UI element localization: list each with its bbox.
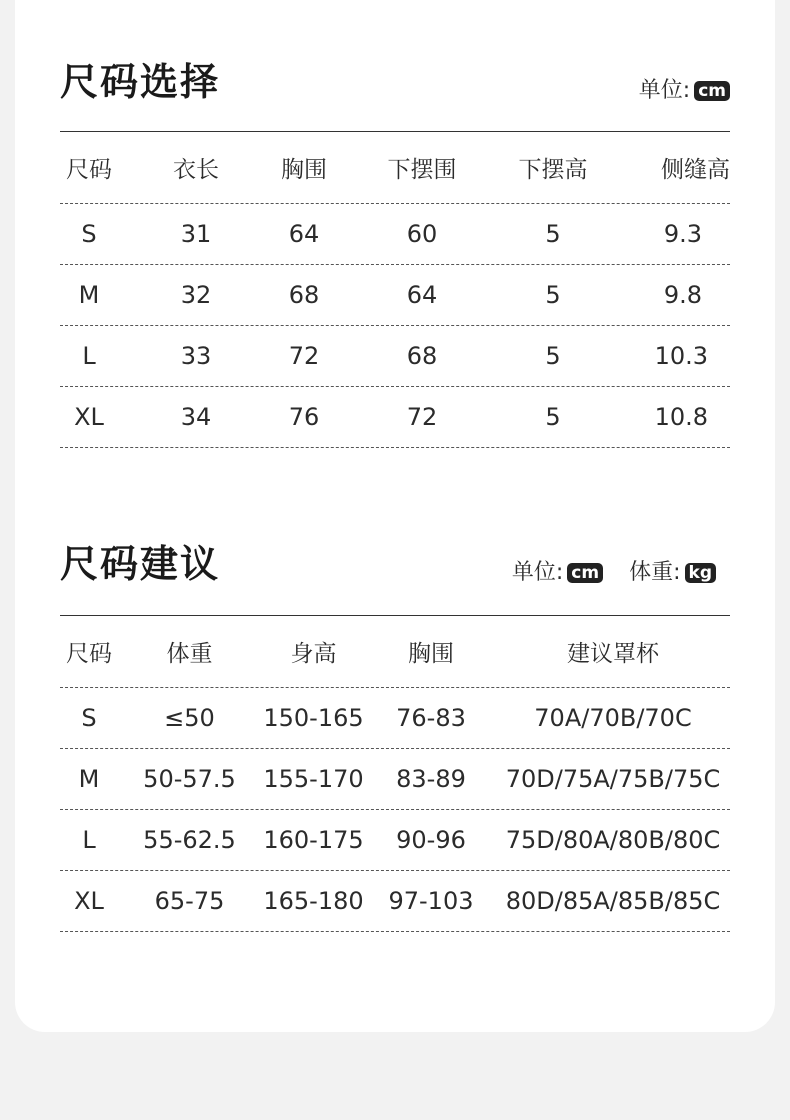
- table-cell: 5: [545, 220, 561, 248]
- header-cell: 胸围: [281, 157, 327, 183]
- header-cell: 下摆围: [387, 157, 457, 183]
- table-cell: 34: [180, 403, 212, 431]
- header-cell: 建议罩杯: [567, 641, 659, 667]
- table-cell: 70A/70B/70C: [534, 704, 692, 732]
- header-cell: 衣长: [173, 157, 219, 183]
- size-suggestion-title: 尺码建议: [60, 542, 221, 586]
- table-row: [60, 204, 730, 265]
- table-cell: ≤50: [164, 704, 215, 732]
- table-cell: 50-57.5: [143, 765, 236, 793]
- table-cell: S: [81, 704, 97, 732]
- header-cell: 胸围: [408, 641, 454, 667]
- table-cell: 150-165: [263, 704, 364, 732]
- table-row: [60, 688, 730, 749]
- unit-label: 单位:: [511, 560, 564, 585]
- header-cell: 侧缝高: [661, 157, 730, 183]
- table-cell: 5: [545, 403, 561, 431]
- header-cell: 身高: [290, 641, 337, 667]
- table-cell: M: [78, 281, 100, 309]
- table-row: [60, 810, 730, 871]
- table-cell: 68: [406, 342, 438, 370]
- table-cell: 10.3: [654, 342, 708, 370]
- table-cell: M: [78, 765, 100, 793]
- size-suggestion-table: [60, 615, 730, 932]
- table-cell: XL: [74, 403, 104, 431]
- table-cell: L: [82, 826, 96, 854]
- header-cell: 体重: [166, 641, 213, 667]
- size-selection-unit: [639, 76, 730, 106]
- table-row: [60, 326, 730, 387]
- table-cell: 70D/75A/75B/75C: [505, 765, 721, 793]
- table-cell: 97-103: [388, 887, 474, 915]
- table-cell: 55-62.5: [143, 826, 236, 854]
- table-header-row: [60, 616, 730, 688]
- table-cell: 9.3: [663, 220, 702, 248]
- table-cell: 76: [288, 403, 320, 431]
- unit-badge-kg: kg: [685, 563, 716, 583]
- table-cell: 72: [406, 403, 438, 431]
- table-cell: 64: [406, 281, 438, 309]
- table-cell: 33: [180, 342, 212, 370]
- table-cell: L: [82, 342, 96, 370]
- table-cell: 72: [288, 342, 320, 370]
- table-cell: S: [81, 220, 97, 248]
- table-cell: 64: [288, 220, 320, 248]
- table-cell: 32: [180, 281, 212, 309]
- table-cell: 80D/85A/85B/85C: [505, 887, 721, 915]
- table-cell: 10.8: [654, 403, 708, 431]
- table-cell: 160-175: [263, 826, 364, 854]
- header-cell: 尺码: [66, 157, 112, 183]
- table-cell: 31: [180, 220, 212, 248]
- table-row: [60, 387, 730, 448]
- unit-badge-cm: cm: [567, 563, 603, 583]
- table-row: [60, 871, 730, 932]
- table-cell: 5: [545, 342, 561, 370]
- table-cell: 68: [288, 281, 320, 309]
- table-cell: 75D/80A/80B/80C: [505, 826, 721, 854]
- size-suggestion-unit: [512, 558, 730, 588]
- table-cell: 83-89: [396, 765, 466, 793]
- table-cell: 155-170: [263, 765, 364, 793]
- unit-badge-cm: cm: [694, 81, 730, 101]
- size-selection-table: [60, 131, 730, 448]
- table-header-row: [60, 132, 730, 204]
- weight-label: 体重:: [629, 560, 681, 585]
- table-cell: 65-75: [154, 887, 225, 915]
- header-cell: 下摆高: [518, 157, 588, 183]
- unit-label: 单位:: [638, 78, 691, 103]
- table-cell: 90-96: [396, 826, 466, 854]
- table-cell: 165-180: [263, 887, 364, 915]
- size-selection-title: 尺码选择: [60, 60, 221, 104]
- table-cell: 60: [406, 220, 438, 248]
- header-cell: 尺码: [66, 641, 112, 667]
- table-row: [60, 749, 730, 810]
- table-cell: 9.8: [663, 281, 702, 309]
- table-cell: XL: [74, 887, 104, 915]
- table-row: [60, 265, 730, 326]
- table-cell: 76-83: [396, 704, 466, 732]
- table-cell: 5: [545, 281, 561, 309]
